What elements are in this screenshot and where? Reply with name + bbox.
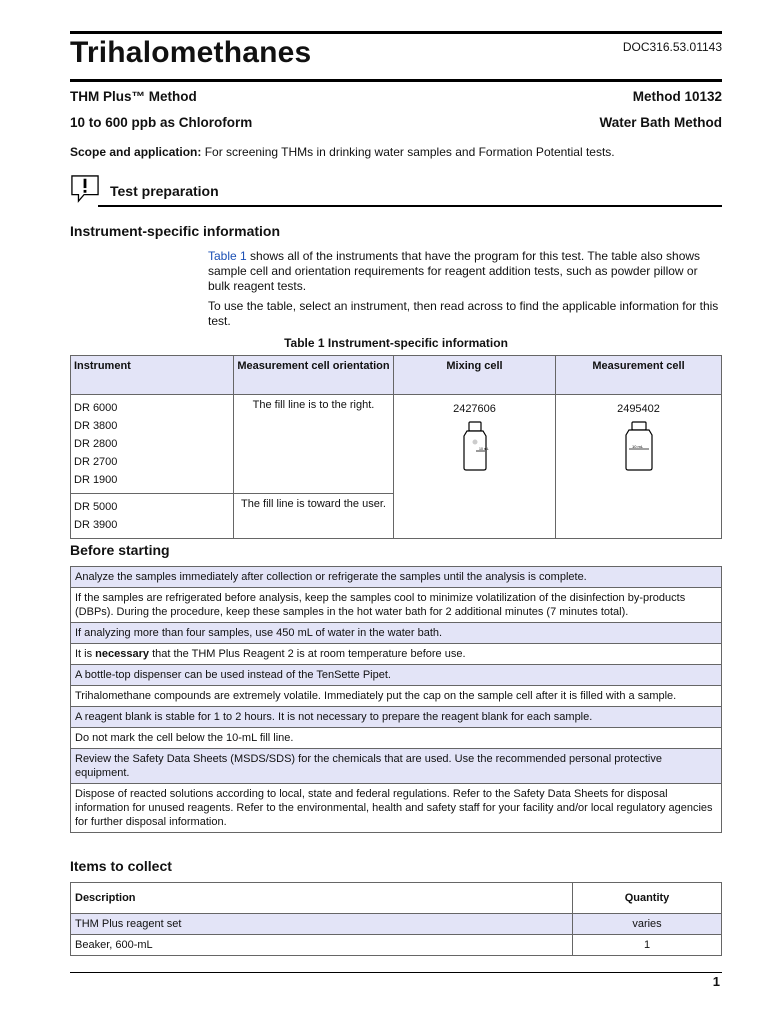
col-measurement-cell: Measurement cell <box>556 356 722 395</box>
instrument-table <box>70 355 722 539</box>
item-quantity: 1 <box>573 935 722 956</box>
note-text: A bottle-top dispenser can be used instead of the TenSette Pipet. <box>71 665 722 686</box>
note-text <box>71 644 722 665</box>
note-text: Dispose of reacted solutions according to local, state and federal regulations. Refer to the Safety Data Sheets for disposal information for unused reagents. Refer to the environmental, health and safety staff for your facility and/or local regulatory agencies for further disposal information. <box>71 784 722 833</box>
items-table-header <box>71 883 722 914</box>
scope-text: For screening THMs in drinking water samples and Formation Potential tests. <box>201 145 615 159</box>
instrument-item: DR 6000 <box>74 402 118 414</box>
before-starting-table <box>70 566 722 833</box>
instrument-item: DR 2700 <box>74 456 118 468</box>
col-instrument: Instrument <box>71 356 234 395</box>
title-rule <box>70 79 722 82</box>
note-suffix: that the THM Plus Reagent 2 is at room temperature before use. <box>152 648 466 660</box>
note-text: If analyzing more than four samples, use 450 mL of water in the water bath. <box>71 623 722 644</box>
table-row <box>71 707 722 728</box>
note-text: Trihalomethane compounds are extremely volatile. Immediately put the cap on the sample cell after it is filled with a sample. <box>71 686 722 707</box>
col-quantity: Quantity <box>573 883 722 914</box>
instrument-info-paragraph-1 <box>208 249 720 294</box>
note-text: Review the Safety Data Sheets (MSDS/SDS) for the chemicals that are used. Use the recommended personal protective equipment. <box>71 749 722 784</box>
bath-method: Water Bath Method <box>599 115 722 130</box>
range-row <box>70 115 722 130</box>
mixing-cell-mark: 10 mL <box>478 447 489 451</box>
note-text: Analyze the samples immediately after collection or refrigerate the samples until the analysis is complete. <box>71 567 722 588</box>
table-row <box>71 728 722 749</box>
measurement-cell-mark: 10 mL <box>631 444 643 449</box>
method-row <box>70 89 722 104</box>
instrument-info-heading: Instrument-specific information <box>70 223 281 239</box>
instrument-item: DR 1900 <box>74 474 118 486</box>
doc-number: DOC316.53.01143 <box>622 40 722 54</box>
table-row <box>71 644 722 665</box>
items-to-collect-heading: Items to collect <box>70 858 172 874</box>
col-mixing-cell: Mixing cell <box>394 356 556 395</box>
orientation-group-2: The fill line is toward the user. <box>234 494 394 539</box>
top-rule <box>70 31 722 34</box>
instrument-info-paragraph-2: To use the table, select an instrument, then read across to find the applicable information for this test. <box>208 299 719 328</box>
item-quantity: varies <box>573 914 722 935</box>
table-row <box>71 395 722 494</box>
orientation-group-1: The fill line is to the right. <box>234 395 394 494</box>
table-row <box>71 567 722 588</box>
instrument-item: DR 2800 <box>74 438 118 450</box>
instrument-table-header <box>71 356 722 395</box>
note-text: A reagent blank is stable for 1 to 2 hours. It is not necessary to prepare the reagent blank for each sample. <box>71 707 722 728</box>
before-starting-heading: Before starting <box>70 542 170 558</box>
instrument-list-group-1 <box>71 395 234 494</box>
note-text: If the samples are refrigerated before analysis, keep the samples cool to minimize volatilization of the disinfection by-products (DBPs). During the procedure, keep these samples in the hot water bath for 2 additional minutes (7 minutes total). <box>71 588 722 623</box>
table-row <box>71 914 722 935</box>
note-prefix: It is <box>75 648 96 660</box>
page-number: 1 <box>712 974 720 989</box>
note-emphasis: necessary <box>95 648 149 660</box>
instrument-item: DR 3900 <box>74 519 118 531</box>
table-1-link[interactable]: Table 1 <box>208 249 247 263</box>
measurement-cell-bottle-icon <box>619 421 659 471</box>
items-to-collect-table <box>70 882 722 956</box>
mixing-cell-number: 2427606 <box>453 403 496 415</box>
table-row <box>71 588 722 623</box>
mixing-cell-bottle-icon <box>458 421 492 471</box>
method-range: 10 to 600 ppb as Chloroform <box>70 115 253 130</box>
col-description: Description <box>71 883 573 914</box>
scope-label: Scope and application: <box>70 145 202 159</box>
table-row <box>71 749 722 784</box>
table-row <box>71 623 722 644</box>
measurement-cell-cell <box>556 395 722 539</box>
instrument-item: DR 5000 <box>74 501 118 513</box>
instrument-info-text-1: shows all of the instruments that have the program for this test. The table also shows sample cell and orientation requirements for reagent addition tests, such as powder pillow or bulk reagent tests. <box>208 249 701 293</box>
scope-paragraph <box>70 145 722 159</box>
test-preparation-banner <box>70 175 722 207</box>
table-row <box>71 665 722 686</box>
table-row <box>71 784 722 833</box>
footer-rule <box>70 972 722 973</box>
table-row <box>71 935 722 956</box>
col-orientation: Measurement cell orientation <box>234 356 394 395</box>
table-row <box>71 686 722 707</box>
mixing-cell-cell <box>394 395 556 539</box>
instrument-list-group-2 <box>71 494 234 539</box>
method-name: THM Plus™ Method <box>70 89 197 104</box>
page-title: Trihalomethanes <box>70 36 312 69</box>
caution-icon <box>70 175 100 203</box>
item-description: Beaker, 600-mL <box>71 935 573 956</box>
test-preparation-heading: Test preparation <box>110 183 219 199</box>
item-description: THM Plus reagent set <box>71 914 573 935</box>
table-1-caption: Table 1 Instrument-specific information <box>284 336 508 350</box>
test-preparation-rule <box>98 205 722 207</box>
measurement-cell-number: 2495402 <box>617 403 660 415</box>
note-text: Do not mark the cell below the 10-mL fill line. <box>71 728 722 749</box>
method-number: Method 10132 <box>632 89 722 104</box>
instrument-item: DR 3800 <box>74 420 118 432</box>
